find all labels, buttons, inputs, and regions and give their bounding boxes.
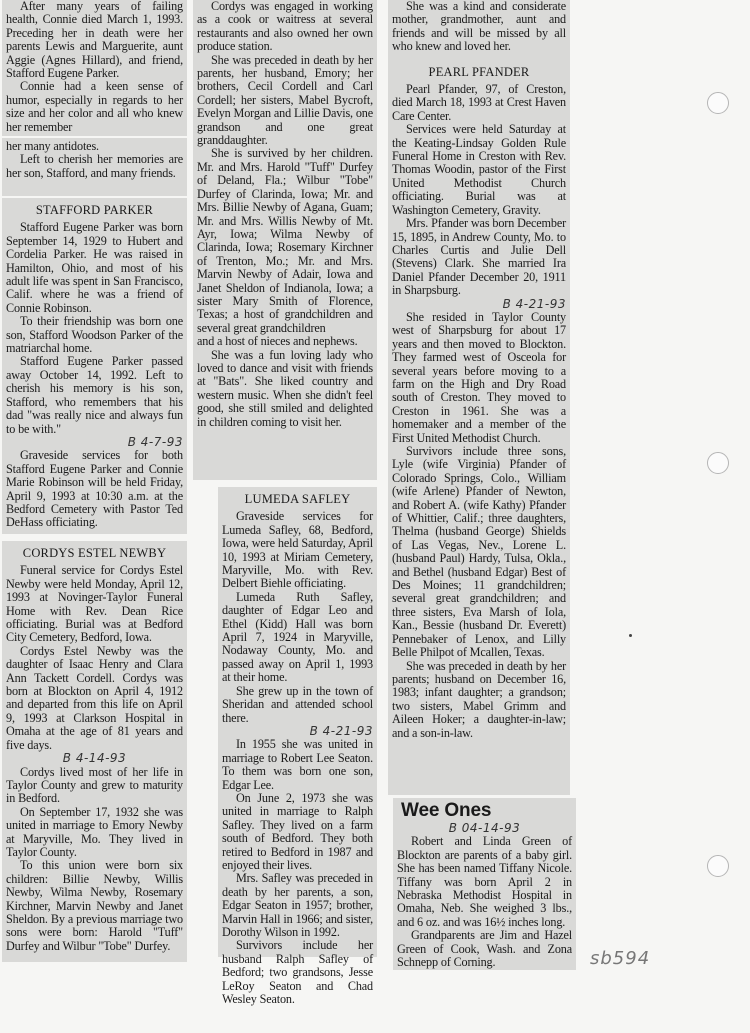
paragraph: Cordys was engaged in working as a cook or waitress at several restaurants and also owned her own produce station. [197, 0, 373, 54]
paragraph: Funeral service for Cordys Estel Newby were held Monday, April 12, 1993 at Novinger-Taylor Funeral Home with Rev. Dean Rice officiating. Burial was at Bedford City Cemetery, Bedford, Iowa. [6, 563, 183, 645]
binder-hole [707, 452, 729, 474]
paragraph: Survivors include three sons, Lyle (wife Virginia) Pfander of Colorado Springs, Colo., William (wife Arlene) Pfander of Newton, and Robert A. (wife Kathy) Pfander of Whittier, Calif.; three daughters, Thelma (husband George) Shields of Las Vegas, Nev., Lorene L. (husband Paul) Hardy, Tulsa, Okla., and Bethel (husband Edgar) Best of Des Moines; 11 grandchildren; several great grandchildren; and three sisters, Eva Marsh of Iola, Kan., Bessie (husband Dr. Everett) Pennebaker of Lenox, and Lilly Belle Philpot of Mcallen, Texas. [392, 444, 566, 660]
paragraph: Graveside services for both Stafford Eugene Parker and Connie Marie Robinson will be held Friday, April 9, 1993 at 10:30 a.m. at the Bedford Cemetery with Pastor Ted DeHass officiating. [6, 448, 183, 530]
paragraph: Survivors include her husband Ralph Safley of Bedford; two grandsons, Jesse LeRoy Seaton and Chad Wesley Seaton. [222, 938, 373, 1007]
paragraph: Stafford Eugene Parker passed away October 14, 1992. Left to cherish his memory is his son, Stafford, who remembers that his dad "was really nice and always fun to be with." [6, 354, 183, 436]
paragraph: To this union were born six children: Billie Newby, Willis Newby, Wilma Newby, Rosemary Kirchner, Marvin Newby and Janet Sheldon. By a previous marriage two sons were born: Harold "Tuff" Durfey and Wilbur "Tobe" Durfey. [6, 858, 183, 953]
clipping-connie-robinson-tail [2, 138, 187, 196]
paragraph: After many years of failing health, Connie died March 1, 1993. Preceding her in death were her parents Lewis and Marguerite, aunt Aggie (Agnes Hillard), and friend, Stafford Eugene Parker. [6, 0, 183, 81]
paragraph: Left to cherish her memories are her son, Stafford, and many friends. [6, 152, 183, 180]
paragraph: She was a kind and considerate mother, grandmother, aunt and friends and will be missed by all who knew and loved her. [392, 0, 566, 54]
paragraph: Connie had a keen sense of humor, especially in regards to her size and her color and all who knew her remember [6, 79, 183, 134]
paragraph: and a host of nieces and nephews. [197, 334, 358, 349]
paragraph: In 1955 she was united in marriage to Robert Lee Seaton. To them was born one son, Edgar Lee. [222, 737, 373, 792]
paragraph: Cordys Estel Newby was the daughter of Isaac Henry and Clara Ann Tackett Cordell. Cordys was born at Blockton on April 4, 1912 and departed from this life on April 9, 1993 at Clarkson Hospital in Omaha at the age of 81 years and five days. [6, 643, 183, 752]
handwritten-date: B 4-21-93 [502, 296, 566, 311]
paragraph: She is survived by her children. Mr. and Mrs. Harold "Tuff" Durfey of Deland, Fla.; Wilbur "Tobe" Durfey of Clarinda, Iowa; Mr. and Mrs. Billie Newby of Agana, Guam; Mr. and Mrs. Willis Newby of Mt. Ayr, Iowa; Wilma Newby of Clarinda, Iowa; Rosemary Kirchner of Trenton, Mo.; Mr. and Mrs. Marvin Newby of Adair, Iowa and Janet Sheldon of Indianola, Iowa; a sister Mary Smith of Florence, Texas; a host of grandchildren and several great grandchildren [197, 146, 373, 335]
obituary-title: LUMEDA SAFLEY [244, 492, 351, 506]
handwritten-date: B 4-7-93 [127, 434, 183, 449]
scrapbook-page-number: sb594 [590, 948, 651, 969]
clipping-cordys-newby [2, 541, 187, 962]
clipping-cordys-newby-continued [193, 0, 377, 480]
paragraph: She grew up in the town of Sheridan and attended school there. [222, 683, 373, 725]
binder-hole [707, 92, 729, 114]
paragraph: Graveside services for Lumeda Safley, 68, Bedford, Iowa, were held Saturday, April 10, 1993 at Miriam Cemetery, Maryville, Mo. with Rev. Delbert Biehle officiating. [222, 509, 373, 591]
paragraph: Cordys lived most of her life in Taylor County and grew to maturity in Bedford. [6, 764, 183, 806]
paragraph: Stafford Eugene Parker was born September 14, 1929 to Hubert and Cordelia Parker. He was raised in Hamilton, Ohio, and most of his adult life was spent in San Francisco, Calif. where he was a friend of Connie Robinson. [6, 220, 183, 315]
clipping-lumeda-safley [218, 487, 377, 1007]
paragraph: She was preceded in death by her parents; husband on December 16, 1983; infant daughter; a grandson; two sisters, Mabel Grimm and Aileen Hoker; a daughter-in-law; and a son-in-law. [392, 658, 566, 740]
clipping-connie-robinson-end [2, 0, 187, 136]
paragraph: Mrs. Safley was preceded in death by her parents, a son, Edgar Seaton in 1957; brother, Marvin Hall in 1966; and sister, Dorothy Wilson in 1992. [222, 871, 373, 939]
obituary-title: PEARL PFANDER [428, 64, 530, 79]
section-title: Wee Ones [401, 800, 492, 821]
handwritten-date: B 4-14-93 [62, 751, 127, 766]
clipping-wee-ones [393, 798, 576, 970]
paragraph: Lumeda Ruth Safley, daughter of Edgar Leo and Ethel (Kidd) Hall was born April 7, 1924 in Maryville, Nodaway County, Mo. and passed away on April 1, 1993 at their home. [222, 589, 373, 685]
paragraph: She was a fun loving lady who loved to dance and visit with friends at "Bats". She liked country and western music. When she didn't feel good, she still smiled and delighted in children coming to visit her. [197, 347, 373, 429]
paragraph: To their friendship was born one son, Stafford Woodson Parker of the matriarchal home. [6, 314, 183, 356]
paragraph: She was preceded in death by her parents, her husband, Emory; her brothers, Cecil Cordell and Carl Cordell; her sisters, Mabel Bycroft, Evelyn Morgan and Lillie Davis, one grandson and one great granddaughter. [197, 52, 373, 148]
paragraph: She resided in Taylor County west of Sharpsburg for about 17 years and then moved to Blockton. They farmed west of Osceola for several years before moving to a farm on the High and Dry Road south of Creston. They moved to Creston in 1961. She was a homemaker and a member of the First United Methodist Church. [392, 309, 566, 445]
clipping-stafford-parker [2, 198, 187, 534]
speck [629, 634, 632, 637]
obituary-title: STAFFORD PARKER [35, 203, 154, 217]
paragraph: her many antidotes. [6, 139, 99, 153]
paragraph: On June 2, 1973 she was united in marriage to Ralph Safley. They lived on a farm south of Bedford. They both retired to Bedford in 1987 and enjoyed their lives. [222, 790, 373, 872]
handwritten-date: B 4-21-93 [309, 723, 373, 738]
clipping-pearl-pfander [388, 0, 570, 795]
paragraph: Mrs. Pfander was born December 15, 1895, in Andrew County, Mo. to Charles Curtis and Julie Dell (Stevens) Clark. She married Ira Daniel Pfander December 20, 1911 in Sharpsburg. [392, 216, 566, 298]
paragraph: Grandparents are Jim and Hazel Green of Cook, Wash. and Zona Schnepp of Corning. [397, 928, 572, 970]
handwritten-date: B 04-14-93 [448, 821, 521, 835]
paragraph: On September 17, 1932 she was united in marriage to Emory Newby at Maryville, Mo. They lived in Taylor County. [6, 804, 183, 859]
obituary-title: CORDYS ESTEL NEWBY [22, 546, 167, 560]
paragraph: Pearl Pfander, 97, of Creston, died March 18, 1993 at Crest Haven Care Center. [392, 82, 566, 123]
binder-hole [707, 855, 729, 877]
paragraph: Robert and Linda Green of Blockton are parents of a baby girl. She has been named Tiffany Nicole. Tiffany was born April 2 in Nebraska Methodist Hospital in Omaha, Neb. She weighed 3 lbs., and 6 oz. and was 16½ inches long. [397, 834, 572, 929]
paragraph: Services were held Saturday at the Keating-Lindsay Golden Rule Funeral Home in Creston with Rev. Thomas Woodin, pastor of the First United Methodist Church officiating. Burial was at Washington Cemetery, Gravity. [392, 122, 566, 217]
